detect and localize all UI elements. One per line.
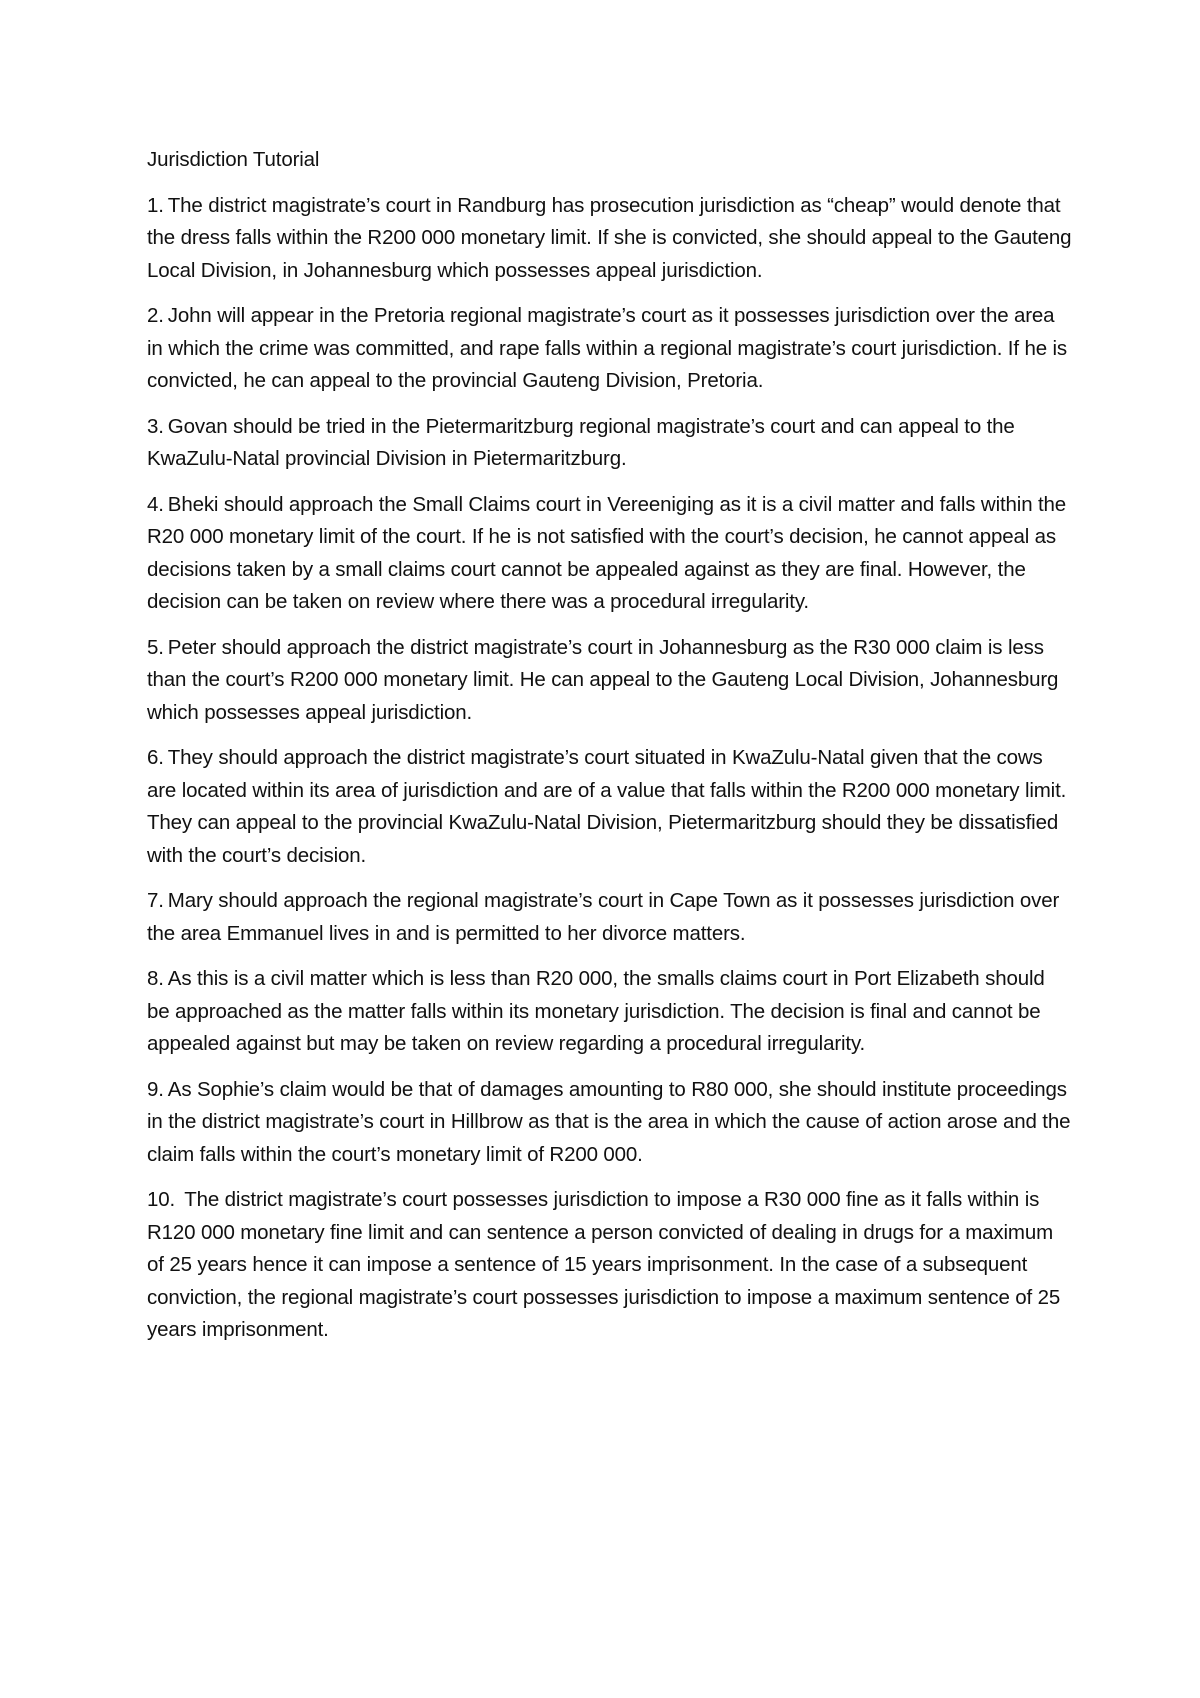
answer-number: 9. <box>147 1077 164 1101</box>
answer-number: 1. <box>147 193 164 217</box>
answer-paragraph-8 <box>147 963 1072 1061</box>
answer-text: The district magistrate’s court possesses jurisdiction to impose a R30 000 fine as it falls within is R120 000 monetary fine limit and can sentence a person convicted of dealing in drugs for a maximum of 25 years hence it can impose a sentence of 15 years imprisonment. In the case of a subsequent conviction, the regional magistrate’s court possesses jurisdiction to impose a maximum sentence of 25 years imprisonment. <box>147 1188 1061 1341</box>
answer-paragraph-10 <box>147 1184 1072 1347</box>
answer-paragraph-3 <box>147 411 1072 476</box>
answer-number: 5. <box>147 635 164 659</box>
answer-number: 6. <box>147 746 164 769</box>
answer-number: 2. <box>147 304 164 327</box>
answer-paragraph-9 <box>147 1074 1072 1172</box>
answer-number: 10. <box>147 1188 176 1211</box>
answer-text: They should approach the district magistrate’s court situated in KwaZulu-Natal given that the cows are located within its area of jurisdiction and are of a value that falls within the R200 000 monetary limit. They can appeal to the provincial KwaZulu-Natal Division, Pietermaritzburg should they be dissatisfied with the court’s decision. <box>147 746 1067 867</box>
answer-paragraph-1 <box>147 190 1072 288</box>
answer-text: As this is a civil matter which is less than R20 000, the smalls claims court in Port Elizabeth should be approached as the matter falls within its monetary jurisdiction. The decision is final and cannot be appealed against but may be taken on review regarding a procedural irregularity. <box>147 967 1045 1055</box>
answer-paragraph-2 <box>147 300 1072 398</box>
answer-text: John will appear in the Pretoria regional magistrate’s court as it possesses jurisdiction over the area in which the crime was committed, and rape falls within a regional magistrate’s court jurisdiction. If he is convicted, he can appeal to the provincial Gauteng Division, Pretoria. <box>147 304 1067 392</box>
answer-number: 7. <box>147 889 164 912</box>
answer-paragraph-6 <box>147 742 1072 872</box>
answer-number: 4. <box>147 492 164 516</box>
answer-paragraph-4 <box>147 489 1072 619</box>
document-title: Jurisdiction Tutorial <box>147 148 320 171</box>
answer-text: The district magistrate’s court in Randburg has prosecution jurisdiction as “cheap” would denote that the dress falls within the R200 000 monetary limit. If she is convicted, she should appeal to the Gauteng Local Division, in Johannesburg which possesses appeal jurisdiction. <box>147 193 1072 282</box>
answer-paragraph-5 <box>147 632 1072 730</box>
answer-text: Bheki should approach the Small Claims court in Vereeniging as it is a civil matter and falls within the R20 000 monetary limit of the court. If he is not satisfied with the court’s decision, he cannot appeal as decisions taken by a small claims court cannot be appealed against as they are final. However, the decision can be taken on review where there was a procedural irregularity. <box>147 492 1067 613</box>
document-body <box>147 144 1072 1360</box>
answer-text: Govan should be tried in the Pietermaritzburg regional magistrate’s court and can appeal to the KwaZulu-Natal provincial Division in Pietermaritzburg. <box>147 414 1015 470</box>
answer-number: 8. <box>147 967 164 990</box>
answer-text: As Sophie’s claim would be that of damages amounting to R80 000, she should institute proceedings in the district magistrate’s court in Hillbrow as that is the area in which the cause of action arose and the claim falls within the court’s monetary limit of R200 000. <box>147 1077 1071 1166</box>
answer-paragraph-7 <box>147 885 1072 950</box>
answer-text: Peter should approach the district magistrate’s court in Johannesburg as the R30 000 claim is less than the court’s R200 000 monetary limit. He can appeal to the Gauteng Local Division, Johannesburg which possesses appeal jurisdiction. <box>147 635 1059 724</box>
answer-number: 3. <box>147 414 164 438</box>
answer-text: Mary should approach the regional magistrate’s court in Cape Town as it possesses jurisdiction over the area Emmanuel lives in and is permitted to her divorce matters. <box>147 889 1060 945</box>
